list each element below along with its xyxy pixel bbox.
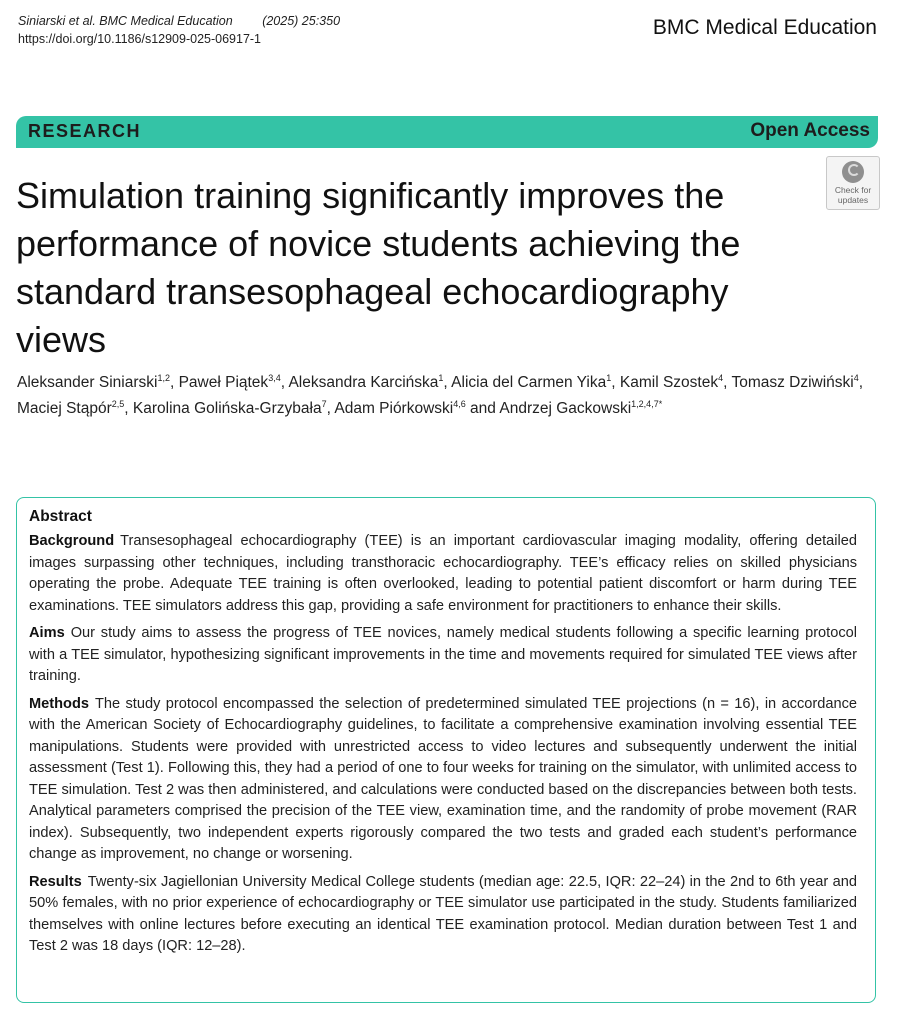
author-affiliation: 1,2: [157, 373, 170, 383]
author-affiliation: 2,5: [111, 399, 125, 409]
author-affiliation: 7: [321, 399, 327, 409]
author-separator: ,: [723, 374, 732, 391]
abstract-section-methods: Methods The study protocol encompassed the selection of predetermined simulated TEE projections (n = 16), in accordance with the American Society of Echocardiography guidelines, to facilitate a comprehensive examination involving essential TEE manipulations. Students were provided with unrestricted access to video lectures and subsequently underwent the initial assessment (Test 1). Following this, they had a period of one to four weeks for training on the simulator, with unlimited access to TEE simulation. Test 2 was then administered, and calculations were conducted based on the discrepancies between both tests. Analytical parameters comprised the precision of the TEE view, examination time, and the randomity of probe movement (RAR index). Subsequently, two independent experts rigorously compared the two tests and graded each student’s performance change as improvement, no change or worsening.: [29, 695, 857, 862]
author-name[interactable]: Kamil Szostek: [619, 374, 719, 391]
author-separator: ,: [326, 400, 335, 417]
author-name[interactable]: Maciej Stąpór: [17, 400, 112, 417]
author-affiliation: 1,2,4,7*: [631, 399, 663, 409]
abstract-section-aims: Aims Our study aims to assess the progress of TEE novices, namely medical students following a specific learning protocol with a TEE simulator, hypothesizing significant improvements in the time and movements required for simulated TEE views after training.: [29, 625, 857, 684]
check-updates-line2: updates: [837, 195, 869, 205]
abstract-section-results: Results Twenty-six Jagiellonian University Medical College students (median age: 22.5, IQR: 22–24) in the 2nd to 6th year and 50% females, with no prior experience of echocardiography or TEE simulator use participated in the study. Students familiarized themselves with online lectures before executing an identical TEE examination protocol. Median duration between Test 1 and Test 2 was 18 days (IQR: 12–28).: [29, 873, 857, 954]
author-name[interactable]: Aleksandra Karcińska: [288, 374, 439, 391]
author-affiliation: 3,4: [268, 373, 281, 383]
author-separator: and: [465, 400, 500, 417]
author-separator: ,: [443, 374, 452, 391]
citation-header: [18, 12, 340, 48]
check-updates-icon: [842, 161, 864, 183]
citation-authors-journal: Siniarski et al. BMC Medical Education: [18, 14, 233, 28]
author-affiliation: 4: [718, 373, 724, 383]
article-title: Simulation training significantly improves the performance of novice students achieving the standard transesophageal echocardiography views: [16, 175, 741, 360]
abstract-box: [16, 497, 876, 1003]
doi-link[interactable]: https://doi.org/10.1186/s12909-025-06917-1: [18, 32, 262, 46]
author-name[interactable]: Andrzej Gackowski: [499, 400, 632, 417]
author-separator: ,: [169, 374, 179, 391]
article-type-band: [16, 116, 878, 148]
check-for-updates-button[interactable]: [826, 156, 880, 210]
author-name[interactable]: Tomasz Dziwiński: [731, 374, 854, 391]
author-name[interactable]: Alicia del Carmen Yika: [451, 374, 607, 391]
abstract-heading: Abstract: [29, 508, 92, 525]
author-separator: ,: [124, 400, 133, 417]
article-type-label: RESEARCH: [28, 121, 142, 141]
author-name[interactable]: Aleksander Siniarski: [17, 374, 158, 391]
abstract-section-background: Background Transesophageal echocardiography (TEE) is an important cardiovascular imaging modality, offering detailed images surpassing other techniques, including transthoracic echocardiography. TEE’s efficacy relies on skilled physicians operating the probe. Adequate TEE training is often overlooked, leading to potential patient discomfort or harm during TEE examinations. TEE simulators address this gap, providing a safe environment for practitioners to enhance their skills.: [29, 533, 857, 614]
author-name[interactable]: Paweł Piątek: [178, 374, 269, 391]
author-name[interactable]: Karolina Golińska-Grzybała: [132, 400, 322, 417]
author-affiliation: 1: [438, 373, 444, 383]
author-separator: ,: [611, 374, 620, 391]
author-separator: ,: [280, 374, 289, 391]
citation-year: (2025) 25:350: [262, 14, 341, 28]
author-list: [17, 370, 877, 422]
author-affiliation: 4: [853, 373, 859, 383]
author-affiliation: 1: [606, 373, 612, 383]
author-separator: ,: [858, 374, 864, 391]
check-updates-line1: Check for: [834, 185, 872, 195]
author-name[interactable]: Adam Piórkowski: [334, 400, 454, 417]
journal-brand: BMC Medical Education: [652, 16, 877, 39]
author-affiliation: 4,6: [453, 399, 466, 409]
open-access-label: Open Access: [750, 120, 870, 141]
